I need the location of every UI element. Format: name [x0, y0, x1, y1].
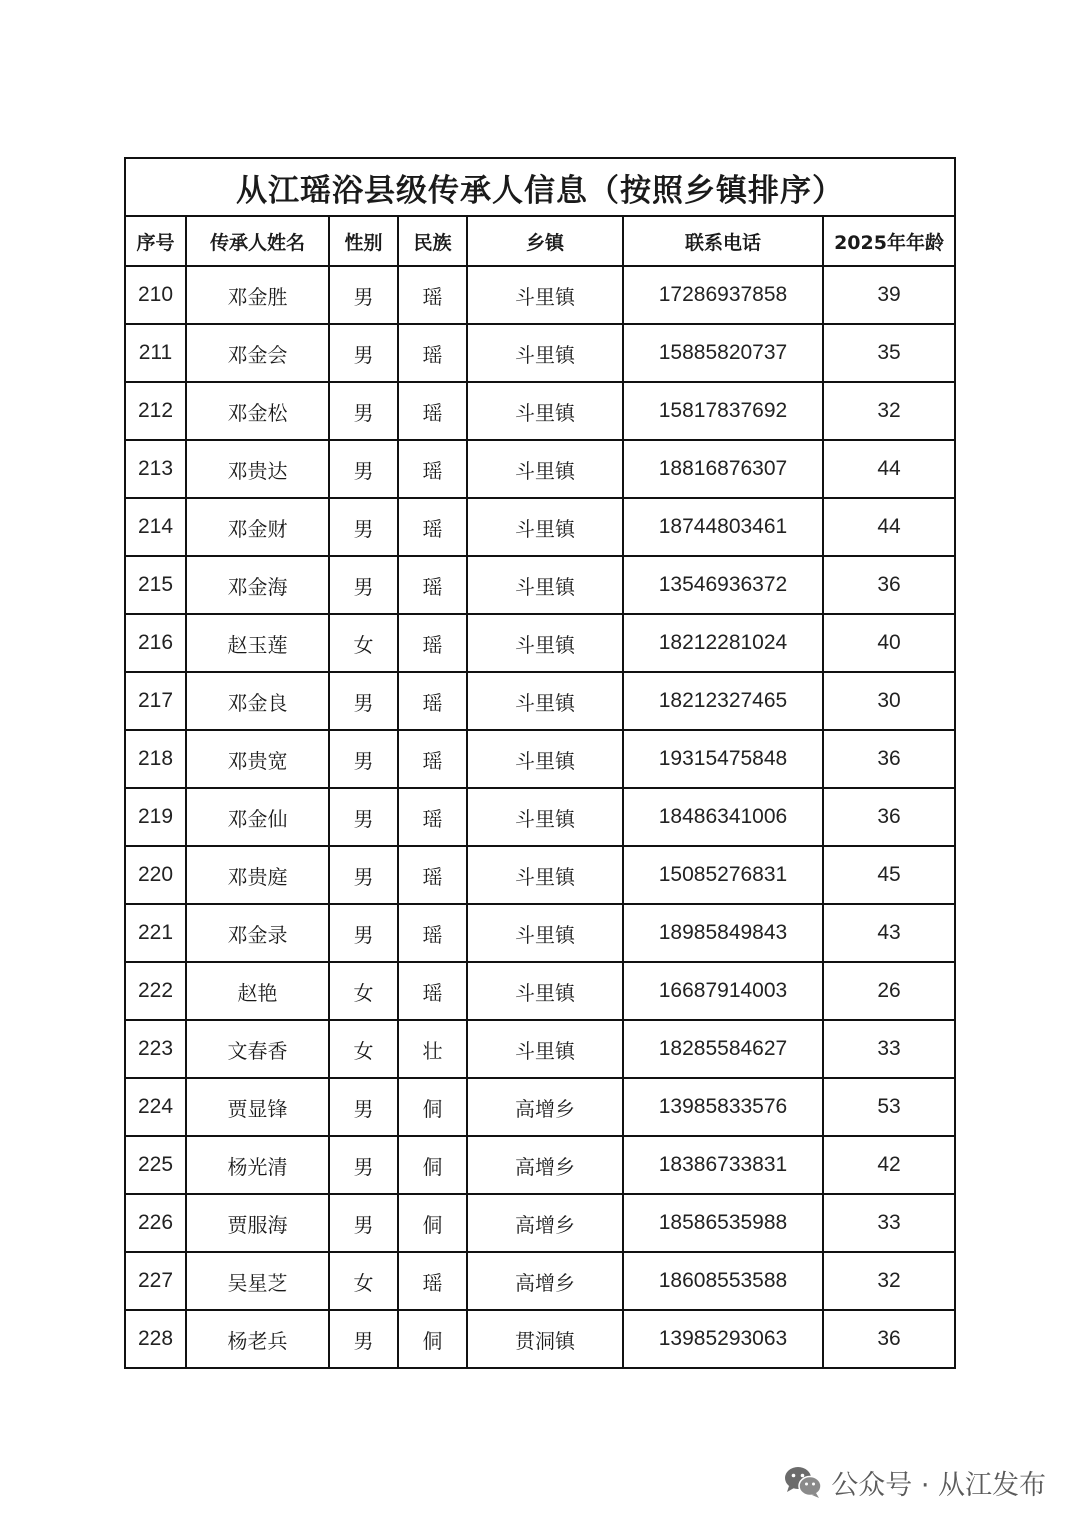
- cell-township: 斗里镇: [467, 1020, 623, 1078]
- table-row: [125, 788, 955, 846]
- table-row: [125, 1310, 955, 1368]
- cell-gender: 男: [329, 846, 398, 904]
- table-row: [125, 556, 955, 614]
- cell-township: 斗里镇: [467, 788, 623, 846]
- cell-township: 高增乡: [467, 1252, 623, 1310]
- header-township: 乡镇: [467, 216, 623, 266]
- cell-age: 53: [823, 1078, 955, 1136]
- cell-age: 36: [823, 1310, 955, 1368]
- cell-gender: 女: [329, 1020, 398, 1078]
- cell-gender: 男: [329, 672, 398, 730]
- cell-ethnicity: 瑶: [398, 324, 467, 382]
- heritage-inheritors-table: [124, 157, 956, 1369]
- table-body: [125, 266, 955, 1368]
- table-row: [125, 730, 955, 788]
- cell-ethnicity: 瑶: [398, 266, 467, 324]
- cell-name: 赵艳: [186, 962, 329, 1020]
- cell-name: 邓金录: [186, 904, 329, 962]
- cell-name: 邓金松: [186, 382, 329, 440]
- cell-gender: 女: [329, 962, 398, 1020]
- cell-name: 邓贵庭: [186, 846, 329, 904]
- cell-gender: 男: [329, 1078, 398, 1136]
- cell-index: 216: [125, 614, 186, 672]
- cell-township: 斗里镇: [467, 440, 623, 498]
- cell-ethnicity: 壮: [398, 1020, 467, 1078]
- cell-age: 36: [823, 730, 955, 788]
- header-age: 2025年年龄: [823, 216, 955, 266]
- cell-phone: 17286937858: [623, 266, 823, 324]
- cell-age: 33: [823, 1020, 955, 1078]
- cell-township: 斗里镇: [467, 672, 623, 730]
- cell-ethnicity: 瑶: [398, 440, 467, 498]
- cell-age: 44: [823, 440, 955, 498]
- cell-ethnicity: 瑶: [398, 1252, 467, 1310]
- table-row: [125, 440, 955, 498]
- cell-township: 斗里镇: [467, 962, 623, 1020]
- cell-name: 杨老兵: [186, 1310, 329, 1368]
- cell-ethnicity: 瑶: [398, 904, 467, 962]
- cell-ethnicity: 瑶: [398, 498, 467, 556]
- header-index: 序号: [125, 216, 186, 266]
- cell-age: 35: [823, 324, 955, 382]
- cell-ethnicity: 瑶: [398, 846, 467, 904]
- cell-index: 210: [125, 266, 186, 324]
- cell-index: 218: [125, 730, 186, 788]
- cell-phone: 13546936372: [623, 556, 823, 614]
- cell-index: 217: [125, 672, 186, 730]
- cell-name: 邓金良: [186, 672, 329, 730]
- cell-ethnicity: 瑶: [398, 730, 467, 788]
- cell-phone: 18386733831: [623, 1136, 823, 1194]
- cell-index: 213: [125, 440, 186, 498]
- table-row: [125, 1136, 955, 1194]
- cell-ethnicity: 侗: [398, 1194, 467, 1252]
- cell-township: 斗里镇: [467, 730, 623, 788]
- cell-index: 226: [125, 1194, 186, 1252]
- cell-phone: 18816876307: [623, 440, 823, 498]
- cell-name: 邓金会: [186, 324, 329, 382]
- cell-gender: 女: [329, 1252, 398, 1310]
- cell-age: 30: [823, 672, 955, 730]
- table-row: [125, 962, 955, 1020]
- table-title: 从江瑶浴县级传承人信息（按照乡镇排序）: [125, 158, 955, 216]
- cell-phone: 18608553588: [623, 1252, 823, 1310]
- table-row: [125, 614, 955, 672]
- cell-phone: 15817837692: [623, 382, 823, 440]
- cell-gender: 男: [329, 788, 398, 846]
- cell-age: 39: [823, 266, 955, 324]
- wechat-icon: [783, 1465, 823, 1499]
- cell-township: 高增乡: [467, 1078, 623, 1136]
- table-row: [125, 266, 955, 324]
- cell-phone: 18212281024: [623, 614, 823, 672]
- cell-index: 212: [125, 382, 186, 440]
- table-row: [125, 382, 955, 440]
- cell-age: 33: [823, 1194, 955, 1252]
- cell-name: 邓金仙: [186, 788, 329, 846]
- cell-gender: 男: [329, 730, 398, 788]
- header-ethnicity: 民族: [398, 216, 467, 266]
- cell-name: 杨光清: [186, 1136, 329, 1194]
- table-row: [125, 1078, 955, 1136]
- cell-phone: 19315475848: [623, 730, 823, 788]
- cell-gender: 男: [329, 1310, 398, 1368]
- cell-ethnicity: 瑶: [398, 614, 467, 672]
- cell-age: 44: [823, 498, 955, 556]
- cell-township: 斗里镇: [467, 266, 623, 324]
- cell-gender: 男: [329, 498, 398, 556]
- table-row: [125, 672, 955, 730]
- title-row: [125, 158, 955, 216]
- cell-index: 225: [125, 1136, 186, 1194]
- cell-ethnicity: 瑶: [398, 382, 467, 440]
- watermark: [783, 1462, 1046, 1502]
- cell-phone: 18212327465: [623, 672, 823, 730]
- cell-gender: 男: [329, 324, 398, 382]
- watermark-text: 公众号 · 从江发布: [831, 1469, 1046, 1501]
- cell-phone: 18985849843: [623, 904, 823, 962]
- cell-index: 222: [125, 962, 186, 1020]
- cell-age: 36: [823, 556, 955, 614]
- cell-township: 斗里镇: [467, 904, 623, 962]
- cell-age: 36: [823, 788, 955, 846]
- cell-phone: 13985293063: [623, 1310, 823, 1368]
- cell-name: 贾显锋: [186, 1078, 329, 1136]
- table-row: [125, 904, 955, 962]
- cell-index: 219: [125, 788, 186, 846]
- cell-ethnicity: 侗: [398, 1310, 467, 1368]
- cell-age: 32: [823, 382, 955, 440]
- cell-township: 斗里镇: [467, 614, 623, 672]
- cell-ethnicity: 瑶: [398, 672, 467, 730]
- cell-name: 邓金胜: [186, 266, 329, 324]
- cell-age: 45: [823, 846, 955, 904]
- cell-phone: 16687914003: [623, 962, 823, 1020]
- header-name: 传承人姓名: [186, 216, 329, 266]
- header-phone: 联系电话: [623, 216, 823, 266]
- cell-township: 高增乡: [467, 1136, 623, 1194]
- cell-index: 215: [125, 556, 186, 614]
- cell-index: 221: [125, 904, 186, 962]
- table-row: [125, 324, 955, 382]
- cell-name: 赵玉莲: [186, 614, 329, 672]
- table-row: [125, 1020, 955, 1078]
- cell-name: 吴星芝: [186, 1252, 329, 1310]
- cell-ethnicity: 瑶: [398, 788, 467, 846]
- cell-gender: 男: [329, 1194, 398, 1252]
- cell-gender: 女: [329, 614, 398, 672]
- cell-index: 211: [125, 324, 186, 382]
- cell-phone: 18586535988: [623, 1194, 823, 1252]
- cell-name: 贾服海: [186, 1194, 329, 1252]
- cell-phone: 18486341006: [623, 788, 823, 846]
- cell-ethnicity: 侗: [398, 1136, 467, 1194]
- cell-age: 26: [823, 962, 955, 1020]
- cell-name: 邓金海: [186, 556, 329, 614]
- header-row: [125, 216, 955, 266]
- table-row: [125, 498, 955, 556]
- cell-phone: 15085276831: [623, 846, 823, 904]
- cell-ethnicity: 瑶: [398, 556, 467, 614]
- cell-township: 斗里镇: [467, 556, 623, 614]
- cell-gender: 男: [329, 556, 398, 614]
- cell-township: 斗里镇: [467, 498, 623, 556]
- table-row: [125, 846, 955, 904]
- cell-township: 高增乡: [467, 1194, 623, 1252]
- cell-gender: 男: [329, 1136, 398, 1194]
- cell-gender: 男: [329, 382, 398, 440]
- cell-index: 224: [125, 1078, 186, 1136]
- cell-phone: 18744803461: [623, 498, 823, 556]
- cell-ethnicity: 瑶: [398, 962, 467, 1020]
- cell-age: 32: [823, 1252, 955, 1310]
- cell-township: 贯洞镇: [467, 1310, 623, 1368]
- cell-name: 文春香: [186, 1020, 329, 1078]
- cell-index: 223: [125, 1020, 186, 1078]
- cell-name: 邓贵宽: [186, 730, 329, 788]
- table-row: [125, 1194, 955, 1252]
- cell-age: 42: [823, 1136, 955, 1194]
- cell-township: 斗里镇: [467, 382, 623, 440]
- table-row: [125, 1252, 955, 1310]
- cell-age: 43: [823, 904, 955, 962]
- cell-gender: 男: [329, 266, 398, 324]
- cell-phone: 18285584627: [623, 1020, 823, 1078]
- cell-index: 220: [125, 846, 186, 904]
- header-gender: 性别: [329, 216, 398, 266]
- cell-township: 斗里镇: [467, 846, 623, 904]
- cell-township: 斗里镇: [467, 324, 623, 382]
- cell-name: 邓金财: [186, 498, 329, 556]
- cell-index: 214: [125, 498, 186, 556]
- cell-index: 228: [125, 1310, 186, 1368]
- cell-gender: 男: [329, 904, 398, 962]
- cell-gender: 男: [329, 440, 398, 498]
- cell-name: 邓贵达: [186, 440, 329, 498]
- cell-phone: 15885820737: [623, 324, 823, 382]
- cell-index: 227: [125, 1252, 186, 1310]
- cell-age: 40: [823, 614, 955, 672]
- cell-phone: 13985833576: [623, 1078, 823, 1136]
- cell-ethnicity: 侗: [398, 1078, 467, 1136]
